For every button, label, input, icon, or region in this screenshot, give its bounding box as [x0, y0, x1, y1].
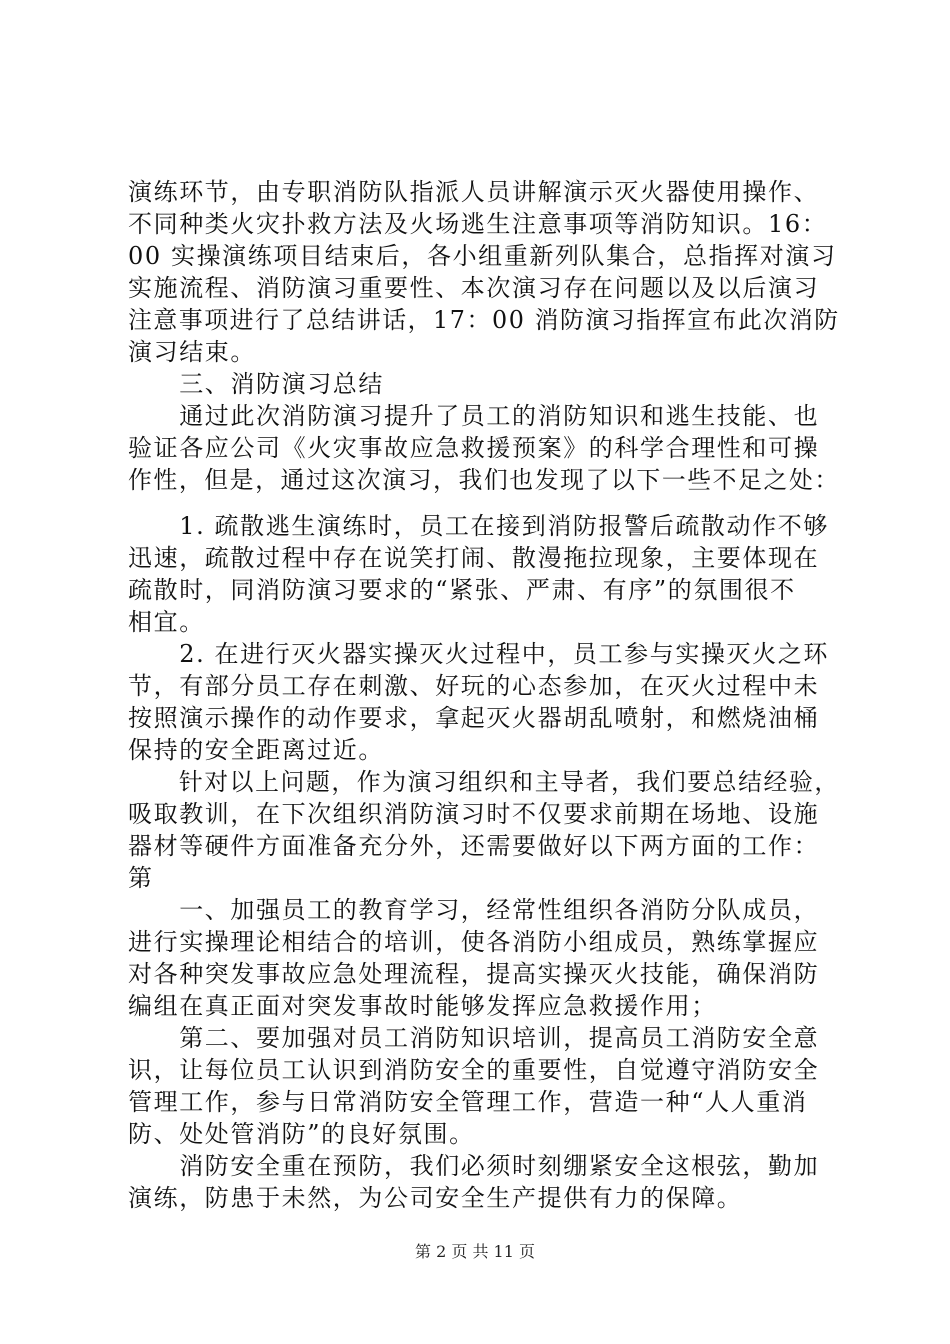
text-line: 节，有部分员工存在刺激、好玩的心态参加，在灭火过程中未 [128, 672, 820, 700]
text-line: 不同种类火灾扑救方法及火场逃生注意事项等消防知识。16： [128, 210, 828, 238]
text-line: 迅速，疏散过程中存在说笑打闹、散漫拖拉现象，主要体现在 [128, 544, 820, 572]
section-heading: 三、消防演习总结 [128, 370, 384, 398]
text-line: 第二、要加强对员工消防知识培训，提高员工消防安全意 [128, 1024, 820, 1052]
text-line: 演习结束。 [128, 338, 256, 366]
text-line: 保持的安全距离过近。 [128, 736, 384, 764]
text-line: 识，让每位员工认识到消防安全的重要性，自觉遵守消防安全 [128, 1056, 820, 1084]
text-line: 验证各应公司《火灾事故应急救援预案》的科学合理性和可操 [128, 434, 820, 462]
text-line: 编组在真正面对突发事故时能够发挥应急救援作用； [128, 992, 717, 1020]
text-line: 吸取教训，在下次组织消防演习时不仅要求前期在场地、设施 [128, 800, 820, 828]
text-line: 按照演示操作的动作要求，拿起灭火器胡乱喷射，和燃烧油桶 [128, 704, 820, 732]
page-number-footer: 第 2 页 共 11 页 [415, 1242, 535, 1261]
text-line: 实施流程、消防演习重要性、本次演习存在问题以及以后演习 [128, 274, 820, 302]
text-line: 通过此次消防演习提升了员工的消防知识和逃生技能、也 [128, 402, 820, 430]
text-line: 演练环节，由专职消防队指派人员讲解演示灭火器使用操作、 [128, 178, 820, 206]
text-line: 防、处处管消防”的良好氛围。 [128, 1120, 475, 1148]
text-line: 1. 疏散逃生演练时，员工在接到消防报警后疏散动作不够 [128, 512, 829, 540]
text-line: 进行实操理论相结合的培训，使各消防小组成员，熟练掌握应 [128, 928, 820, 956]
text-line: 对各种突发事故应急处理流程，提高实操灭火技能，确保消防 [128, 960, 820, 988]
text-line: 管理工作，参与日常消防安全管理工作，营造一种“人人重消 [128, 1088, 808, 1116]
text-line: 器材等硬件方面准备充分外，还需要做好以下两方面的工作： [128, 832, 820, 860]
text-line: 作性，但是，通过这次演习，我们也发现了以下一些不足之处： [128, 466, 840, 494]
text-line: 针对以上问题，作为演习组织和主导者，我们要总结经验， [128, 768, 840, 796]
text-line: 注意事项进行了总结讲话，17：00 消防演习指挥宣布此次消防 [128, 306, 840, 334]
text-line: 疏散时，同消防演习要求的“紧张、严肃、有序”的氛围很不 [128, 576, 796, 604]
text-line: 00 实操演练项目结束后，各小组重新列队集合，总指挥对演习 [128, 242, 837, 270]
text-line: 消防安全重在预防，我们必须时刻绷紧安全这根弦，勤加 [128, 1152, 820, 1180]
text-line: 2. 在进行灭火器实操灭火过程中，员工参与实操灭火之环 [128, 640, 829, 668]
text-line: 演练，防患于未然，为公司安全生产提供有力的保障。 [128, 1184, 743, 1212]
text-line: 相宜。 [128, 608, 205, 636]
text-line: 第 [128, 864, 154, 892]
text-line: 一、加强员工的教育学习，经常性组织各消防分队成员， [128, 896, 820, 924]
